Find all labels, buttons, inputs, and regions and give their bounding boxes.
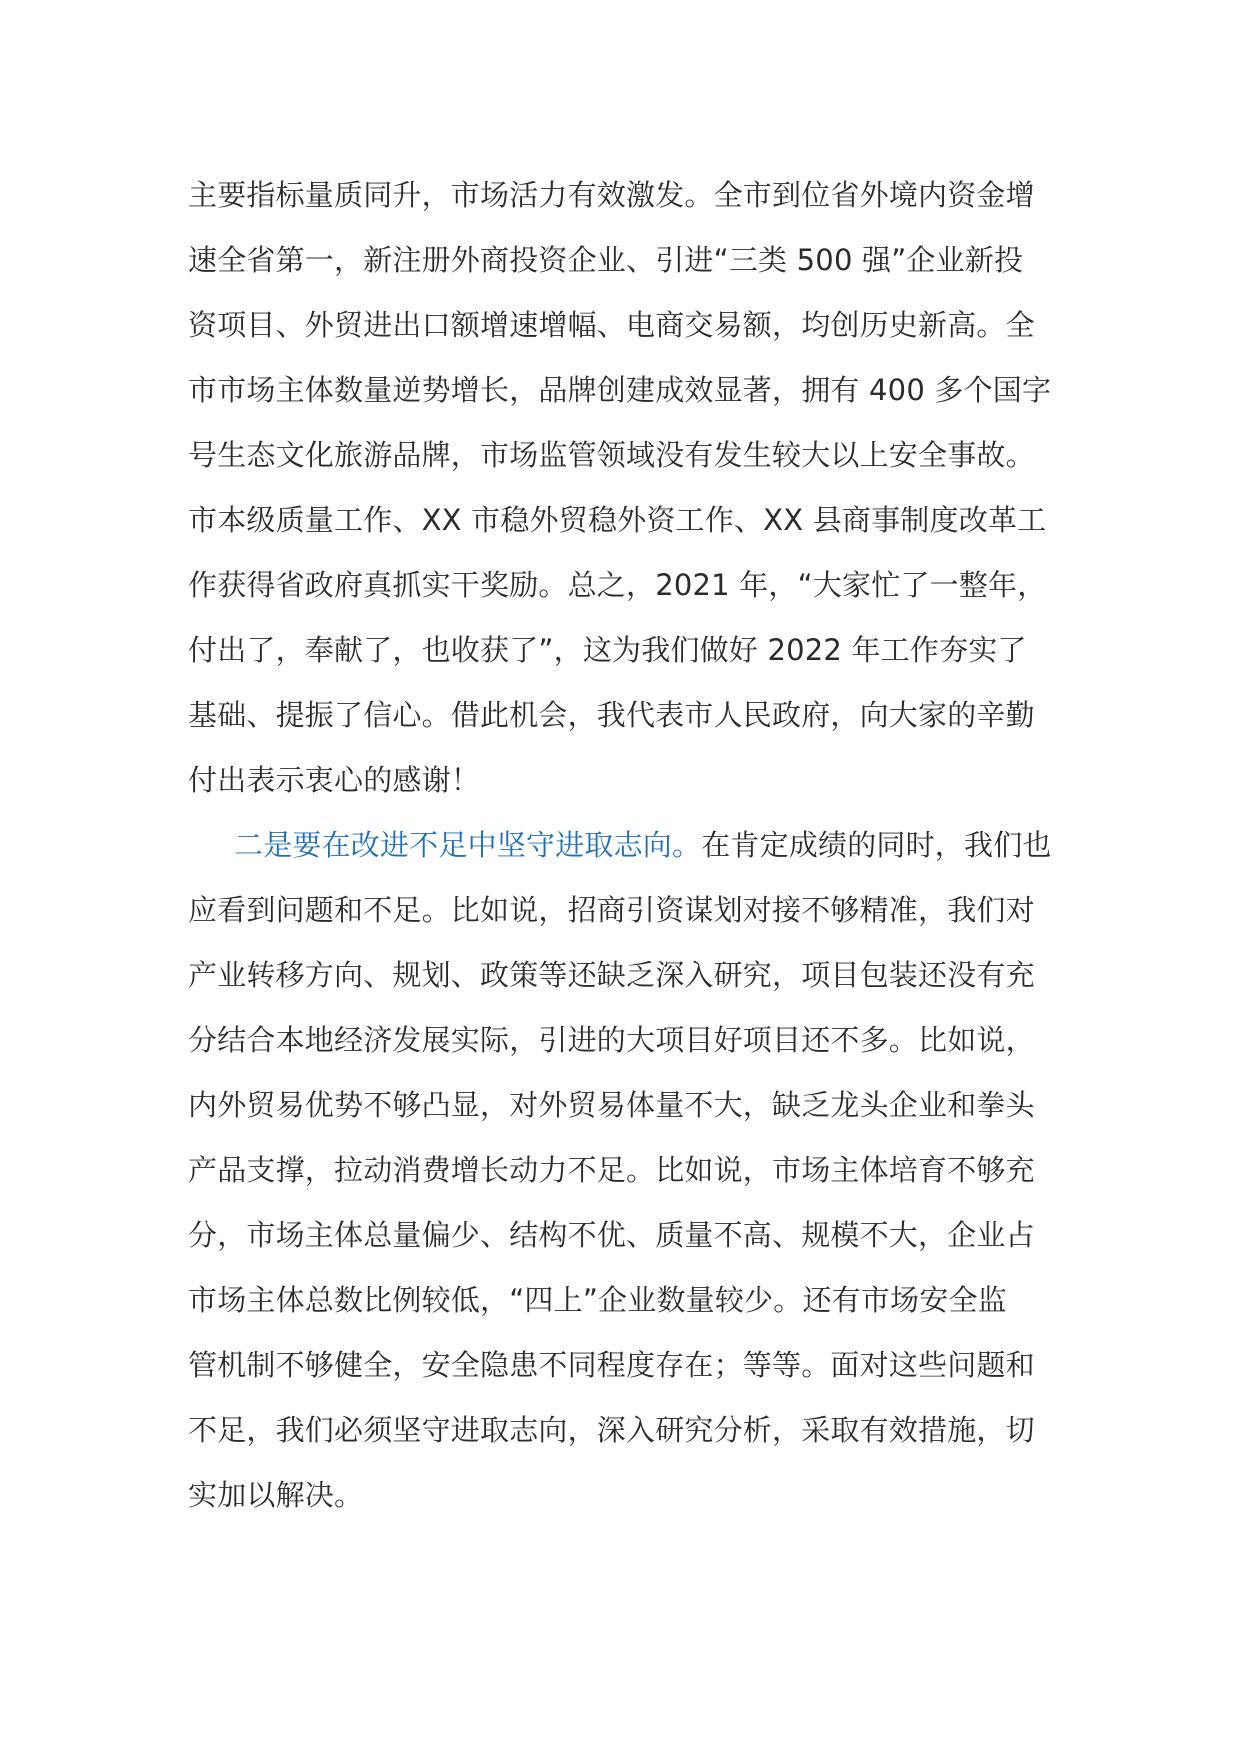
- text-line: 付出表示衷心的感谢！: [188, 763, 481, 797]
- text-line: 产业转移方向、规划、政策等还缺乏深入研究，项目包装还没有充: [188, 958, 1035, 992]
- text-line: 管机制不够健全，安全隐患不同程度存在；等等。面对这些问题和: [188, 1348, 1035, 1382]
- text-line: 内外贸易优势不够凸显，对外贸易体量不大，缺乏龙头企业和拳头: [188, 1088, 1035, 1122]
- text-line: 实加以解决。: [188, 1478, 364, 1512]
- paragraph-first-line: [188, 813, 1052, 878]
- text-line: 号生态文化旅游品牌，市场监管领域没有发生较大以上安全事故。: [188, 438, 1035, 472]
- text-line: 产品支撑，拉动消费增长动力不足。比如说，市场主体培育不够充: [188, 1153, 1035, 1187]
- text-line: 分结合本地经济发展实际，引进的大项目好项目还不多。比如说，: [188, 1023, 1035, 1057]
- text-line: 主要指标量质同升，市场活力有效激发。全市到位省外境内资金增: [188, 178, 1035, 212]
- paragraph-shortcomings: [188, 813, 1052, 1528]
- text-line: 市本级质量工作、XX 市稳外贸稳外资工作、XX 县商事制度改革工: [188, 503, 1047, 537]
- text-line: 资项目、外贸进出口额增速增幅、电商交易额，均创历史新高。全: [188, 308, 1035, 342]
- text-line: 不足，我们必须坚守进取志向，深入研究分析，采取有效措施，切: [188, 1413, 1035, 1447]
- text-line: 速全省第一，新注册外商投资企业、引进“三类 500 强”企业新投: [188, 243, 1024, 277]
- text-line: 市市场主体数量逆势增长，品牌创建成效显著，拥有 400 多个国字: [188, 373, 1052, 407]
- text-line: 付出了，奉献了，也收获了”，这为我们做好 2022 年工作夯实了: [188, 633, 1027, 667]
- heading-continuation: 在肯定成绩的同时，我们也: [701, 828, 1052, 862]
- text-line: 基础、提振了信心。借此机会，我代表市人民政府，向大家的辛勤: [188, 698, 1035, 732]
- text-line: 市场主体总数比例较低，“四上”企业数量较少。还有市场安全监: [188, 1283, 1007, 1317]
- paragraph-achievements: [188, 163, 1052, 813]
- section-heading: 二是要在改进不足中坚守进取志向。: [234, 828, 702, 862]
- text-line: 分，市场主体总量偏少、结构不优、质量不高、规模不大，企业占: [188, 1218, 1035, 1252]
- text-line: 作获得省政府真抓实干奖励。总之，2021 年，“大家忙了一整年，: [188, 568, 1047, 602]
- text-line: 应看到问题和不足。比如说，招商引资谋划对接不够精准，我们对: [188, 893, 1035, 927]
